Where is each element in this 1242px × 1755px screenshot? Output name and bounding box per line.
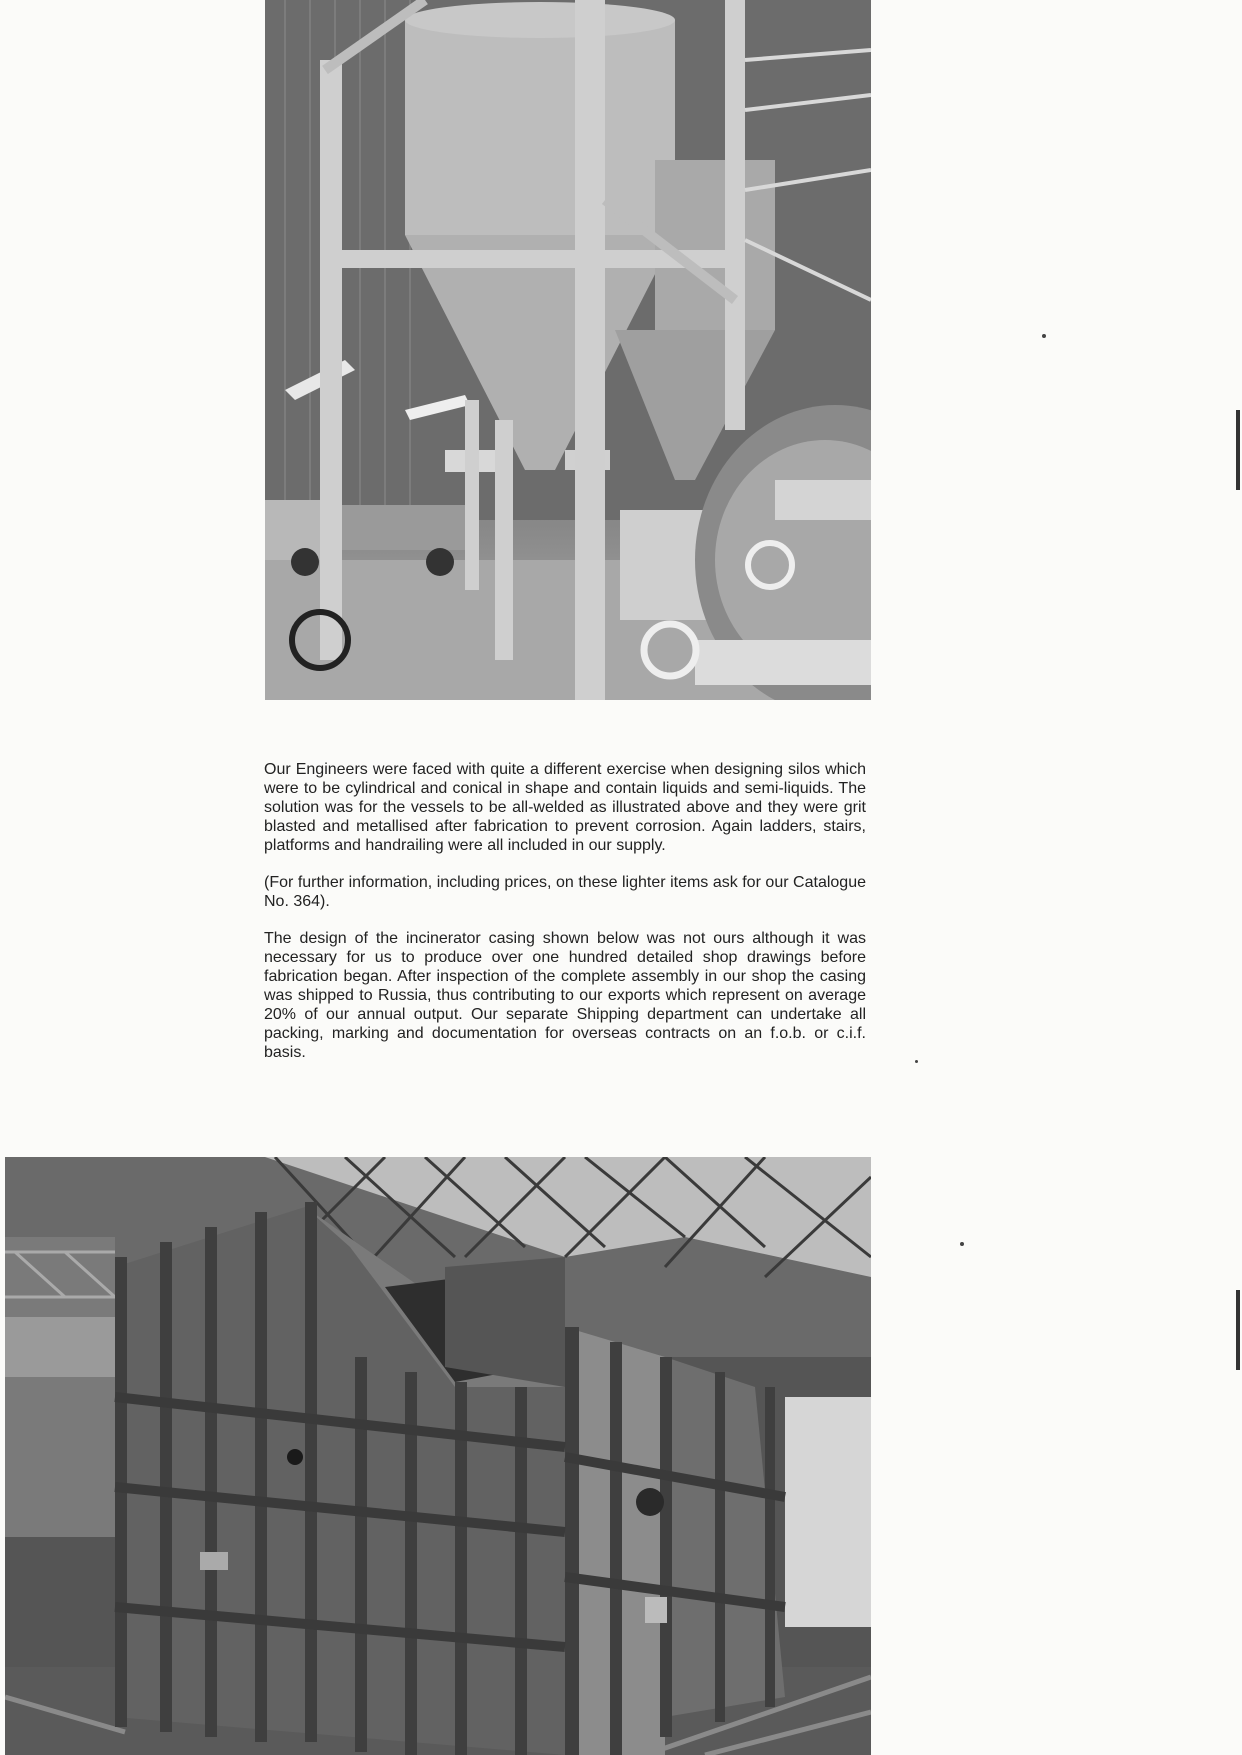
body-text [264,760,866,1080]
incinerator-photo-illustration [5,1157,871,1755]
binding-mark [1236,410,1240,490]
paragraph-incinerator: The design of the incinerator casing shown below was not ours although it was necessary for us to produce over one hundred detailed shop drawings before fabrication began. After inspection of the complete assembly in our shop the casing was shipped to Russia, thus contributing to our exports which represent on average 20% of our annual output. Our separate Shipping department can undertake all packing, marking and documentation for overseas contracts on an f.o.b. or c.i.f. basis. [264,930,866,1061]
silo-photo [265,0,871,700]
binding-mark [1236,1290,1240,1370]
paragraph-catalogue: (For further information, including prices, on these lighter items ask for our Catalogue No. 364). [264,874,866,910]
margin-speck [1042,334,1046,338]
silo-photo-illustration [265,0,871,700]
paragraph-silos: Our Engineers were faced with quite a different exercise when designing silos which were to be cylindrical and conical in shape and contain liquids and semi-liquids. The solution was for the vessels to be all-welded as illustrated above and they were grit blasted and metallised after fabrication to prevent corrosion. Again ladders, stairs, platforms and handrailing were all included in our supply. [264,761,866,854]
margin-speck [915,1060,918,1063]
margin-speck [960,1242,964,1246]
incinerator-casing-photo [5,1157,871,1755]
